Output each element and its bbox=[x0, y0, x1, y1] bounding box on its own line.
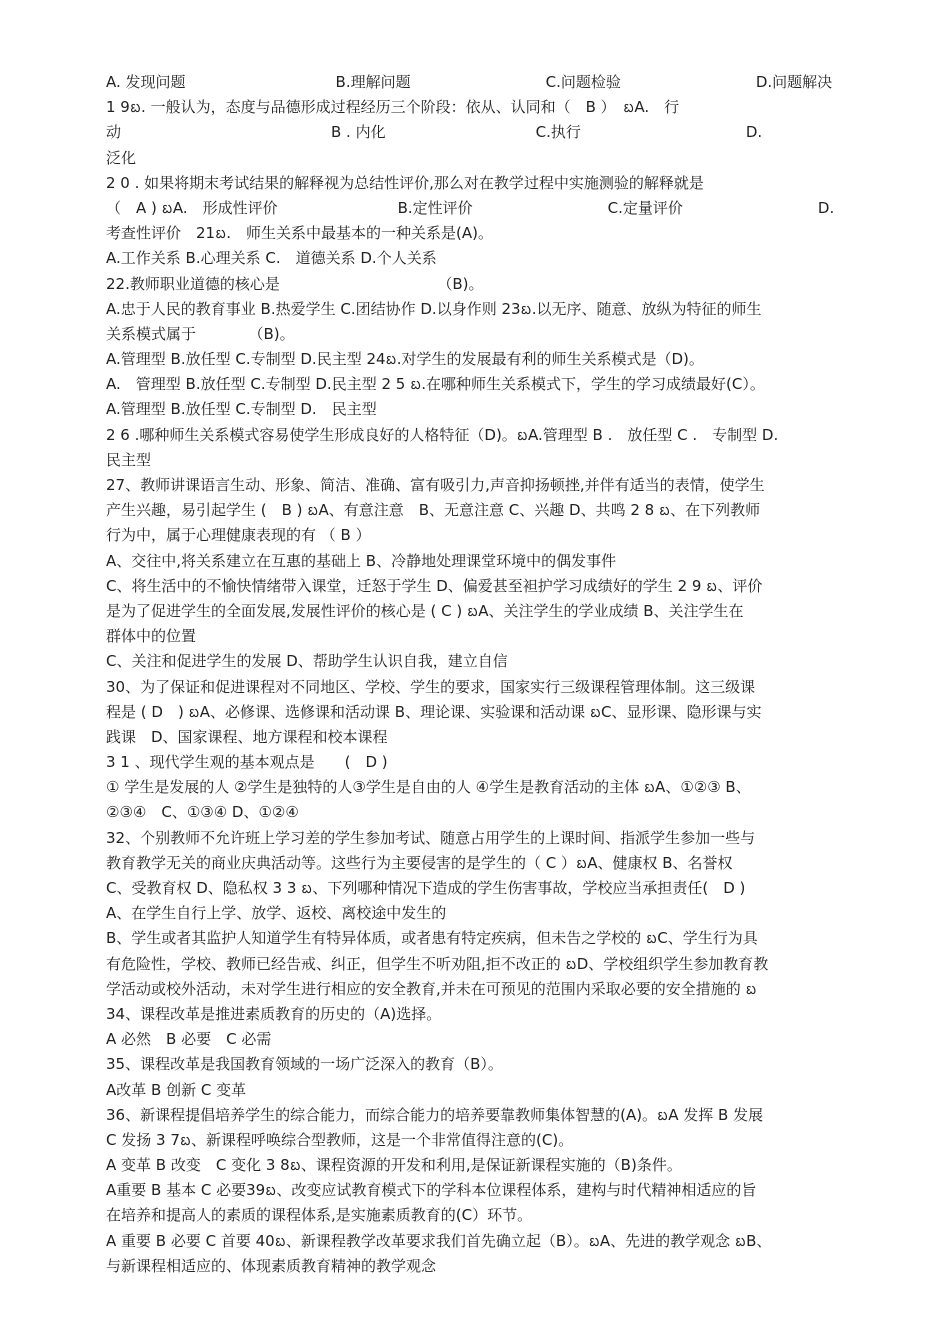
text-line: 考查性评价 21ᨭ. 师生关系中最基本的一种关系是(A)。 bbox=[106, 224, 494, 243]
text-line: A 变革 B 改变 C 变化 3 8ᨭ、课程资源的开发和利用,是保证新课程实施的（B)条件。 bbox=[106, 1156, 682, 1175]
text-line: A改革 B 创新 C 变革 bbox=[106, 1080, 247, 1099]
text-line: 27、教师讲课语言生动、形象、简洁、准确、富有吸引力,声音抑扬顿挫,并伴有适当的表情，使学生 bbox=[106, 476, 765, 494]
text-line: A、在学生自行上学、放学、返校、离校途中发生的 bbox=[106, 904, 447, 923]
text-line: C、将生活中的不愉快情绪带入课堂，迁怒于学生 D、偏爱甚至袒护学习成绩好的学生 2 9 ᨭ、评价 bbox=[106, 576, 763, 595]
text-line: 有危险性，学校、教师已经告戒、纠正，但学生不听劝阻,拒不改正的 ᨭD、学校组织学生参加教育教 bbox=[106, 954, 769, 973]
text-line: 22.教师职业道德的核心是 （B)。 bbox=[106, 274, 484, 293]
text-line: （ A ) ᨭA. 形成性评价 B.定性评价 C.定量评价 D. bbox=[106, 198, 835, 217]
text-line: A.工作关系 B.心理关系 C. 道德关系 D.个人关系 bbox=[106, 249, 437, 268]
text-line: C 发扬 3 7ᨭ、新课程呼唤综合型教师，这是一个非常值得注意的(C)。 bbox=[106, 1130, 574, 1149]
text-line: 35、课程改革是我国教育领域的一场广泛深入的教育（B）。 bbox=[106, 1055, 503, 1074]
text-line: 36、新课程提倡培养学生的综合能力，而综合能力的培养要靠教师集体智慧的(A)。ᨭA 发挥 B 发展 bbox=[106, 1105, 764, 1124]
text-line: 产生兴趣，易引起学生 ( B ) ᨭA、有意注意 B、无意注意 C、兴趣 D、共鸣 2 8 ᨭ、在下列教师 bbox=[106, 501, 761, 520]
text-line: A重要 B 基本 C 必要39ᨭ、改变应试教育模式下的学科本位课程体系，建构与时代精神相适应的旨 bbox=[106, 1181, 757, 1200]
text-line: 学活动或校外活动，未对学生进行相应的安全教育,并未在可预见的范围内采取必要的安全措施的 ᨭ bbox=[106, 979, 757, 998]
text-line: A、交往中,将关系建立在互惠的基础上 B、冷静地处理课堂环境中的偶发事件 bbox=[106, 551, 617, 570]
text-line: 教育教学无关的商业庆典活动等。这些行为主要侵害的是学生的（ C ）ᨭA、健康权 B、名誉权 bbox=[106, 853, 733, 872]
text-line: 关系模式属于 （B)。 bbox=[106, 324, 295, 343]
text-line: C、受教育权 D、隐私权 3 3 ᨭ、下列哪种情况下造成的学生伤害事故，学校应当承担责任( D ) bbox=[106, 879, 746, 897]
text-line: 是为了促进学生的全面发展,发展性评价的核心是 ( C ) ᨭA、关注学生的学业成绩 B、关注学生在 bbox=[106, 601, 744, 620]
text-line: 3 1 、现代学生观的基本观点是 ( D ) bbox=[106, 753, 388, 772]
text-line: 2 6 .哪种师生关系模式容易使学生形成良好的人格特征（D)。ᨭA.管理型 B . 放任型 C . 专制型 D. bbox=[106, 425, 779, 444]
text-line: ②③④ C、①③④ D、①②④ bbox=[106, 803, 299, 822]
text-line: A.管理型 B.放任型 C.专制型 D.民主型 24ᨭ.对学生的发展最有利的师生关系模式是（D)。 bbox=[106, 350, 704, 369]
text-line: A.管理型 B.放任型 C.专制型 D. 民主型 bbox=[106, 400, 377, 419]
text-line: 践课 D、国家课程、地方课程和校本课程 bbox=[106, 727, 388, 746]
text-line: 群体中的位置 bbox=[106, 627, 197, 646]
text-line: 2 0 . 如果将期末考试结果的解释视为总结性评价,那么对在教学过程中实施测验的解释就是 bbox=[106, 173, 704, 192]
option-a: A. 发现问题 B.理解问题 C.问题检验 D.问题解决 bbox=[106, 73, 833, 91]
text-line: 32、个别教师不允许班上学习差的学生参加考试、随意占用学生的上课时间、指派学生参加一些与 bbox=[106, 828, 756, 847]
text-line: 与新课程相适应的、体现素质教育精神的教学观念 bbox=[106, 1256, 437, 1275]
text-line: 1 9ᨭ. 一般认为，态度与品德形成过程经历三个阶段：依从、认同和（ B ） ᨭA. 行 bbox=[106, 98, 680, 117]
text-line: 在培养和提高人的素质的课程体系,是实施素质教育的(C）环节。 bbox=[106, 1206, 533, 1225]
text-line: B、学生或者其监护人知道学生有特异体质，或者患有特定疾病，但未告之学校的 ᨭC、学生行为具 bbox=[106, 929, 758, 948]
text-line: 34、课程改革是推进素质教育的历史的（A)选择。 bbox=[106, 1004, 442, 1023]
text-line: 程是 ( D ) ᨭA、必修课、选修课和活动课 B、理论课、实验课和活动课 ᨭC、显形课、隐形课与实 bbox=[106, 702, 762, 721]
text-line: C、关注和促进学生的发展 D、帮助学生认识自我，建立自信 bbox=[106, 652, 508, 671]
text-line: 民主型 bbox=[106, 450, 152, 469]
text-line: A.忠于人民的教育事业 B.热爱学生 C.团结协作 D.以身作则 23ᨭ.以无序、随意、放纵为特征的师生 bbox=[106, 299, 762, 318]
text-line: 30、为了保证和促进课程对不同地区、学校、学生的要求，国家实行三级课程管理体制。这三级课 bbox=[106, 677, 756, 696]
text-line-options-1 bbox=[106, 70, 842, 95]
text-line: A. 管理型 B.放任型 C.专制型 D.民主型 2 5 ᨭ.在哪种师生关系模式下，学生的学习成绩最好(C）。 bbox=[106, 375, 765, 394]
text-line: 动 B . 内化 C.执行 D. bbox=[106, 123, 763, 142]
text-line: 泛化 bbox=[106, 148, 137, 167]
text-line: 行为中，属于心理健康表现的有 （ B ） bbox=[106, 526, 371, 545]
text-line: A 必然 B 必要 C 必需 bbox=[106, 1030, 272, 1049]
text-line: ① 学生是发展的人 ②学生是独特的人③学生是自由的人 ④学生是教育活动的主体 ᨭA、①②③ B、 bbox=[106, 778, 751, 797]
text-line: A 重要 B 必要 C 首要 40ᨭ、新课程教学改革要求我们首先确立起（B）。ᨭA、先进的教学观念 ᨭB、 bbox=[106, 1231, 772, 1250]
